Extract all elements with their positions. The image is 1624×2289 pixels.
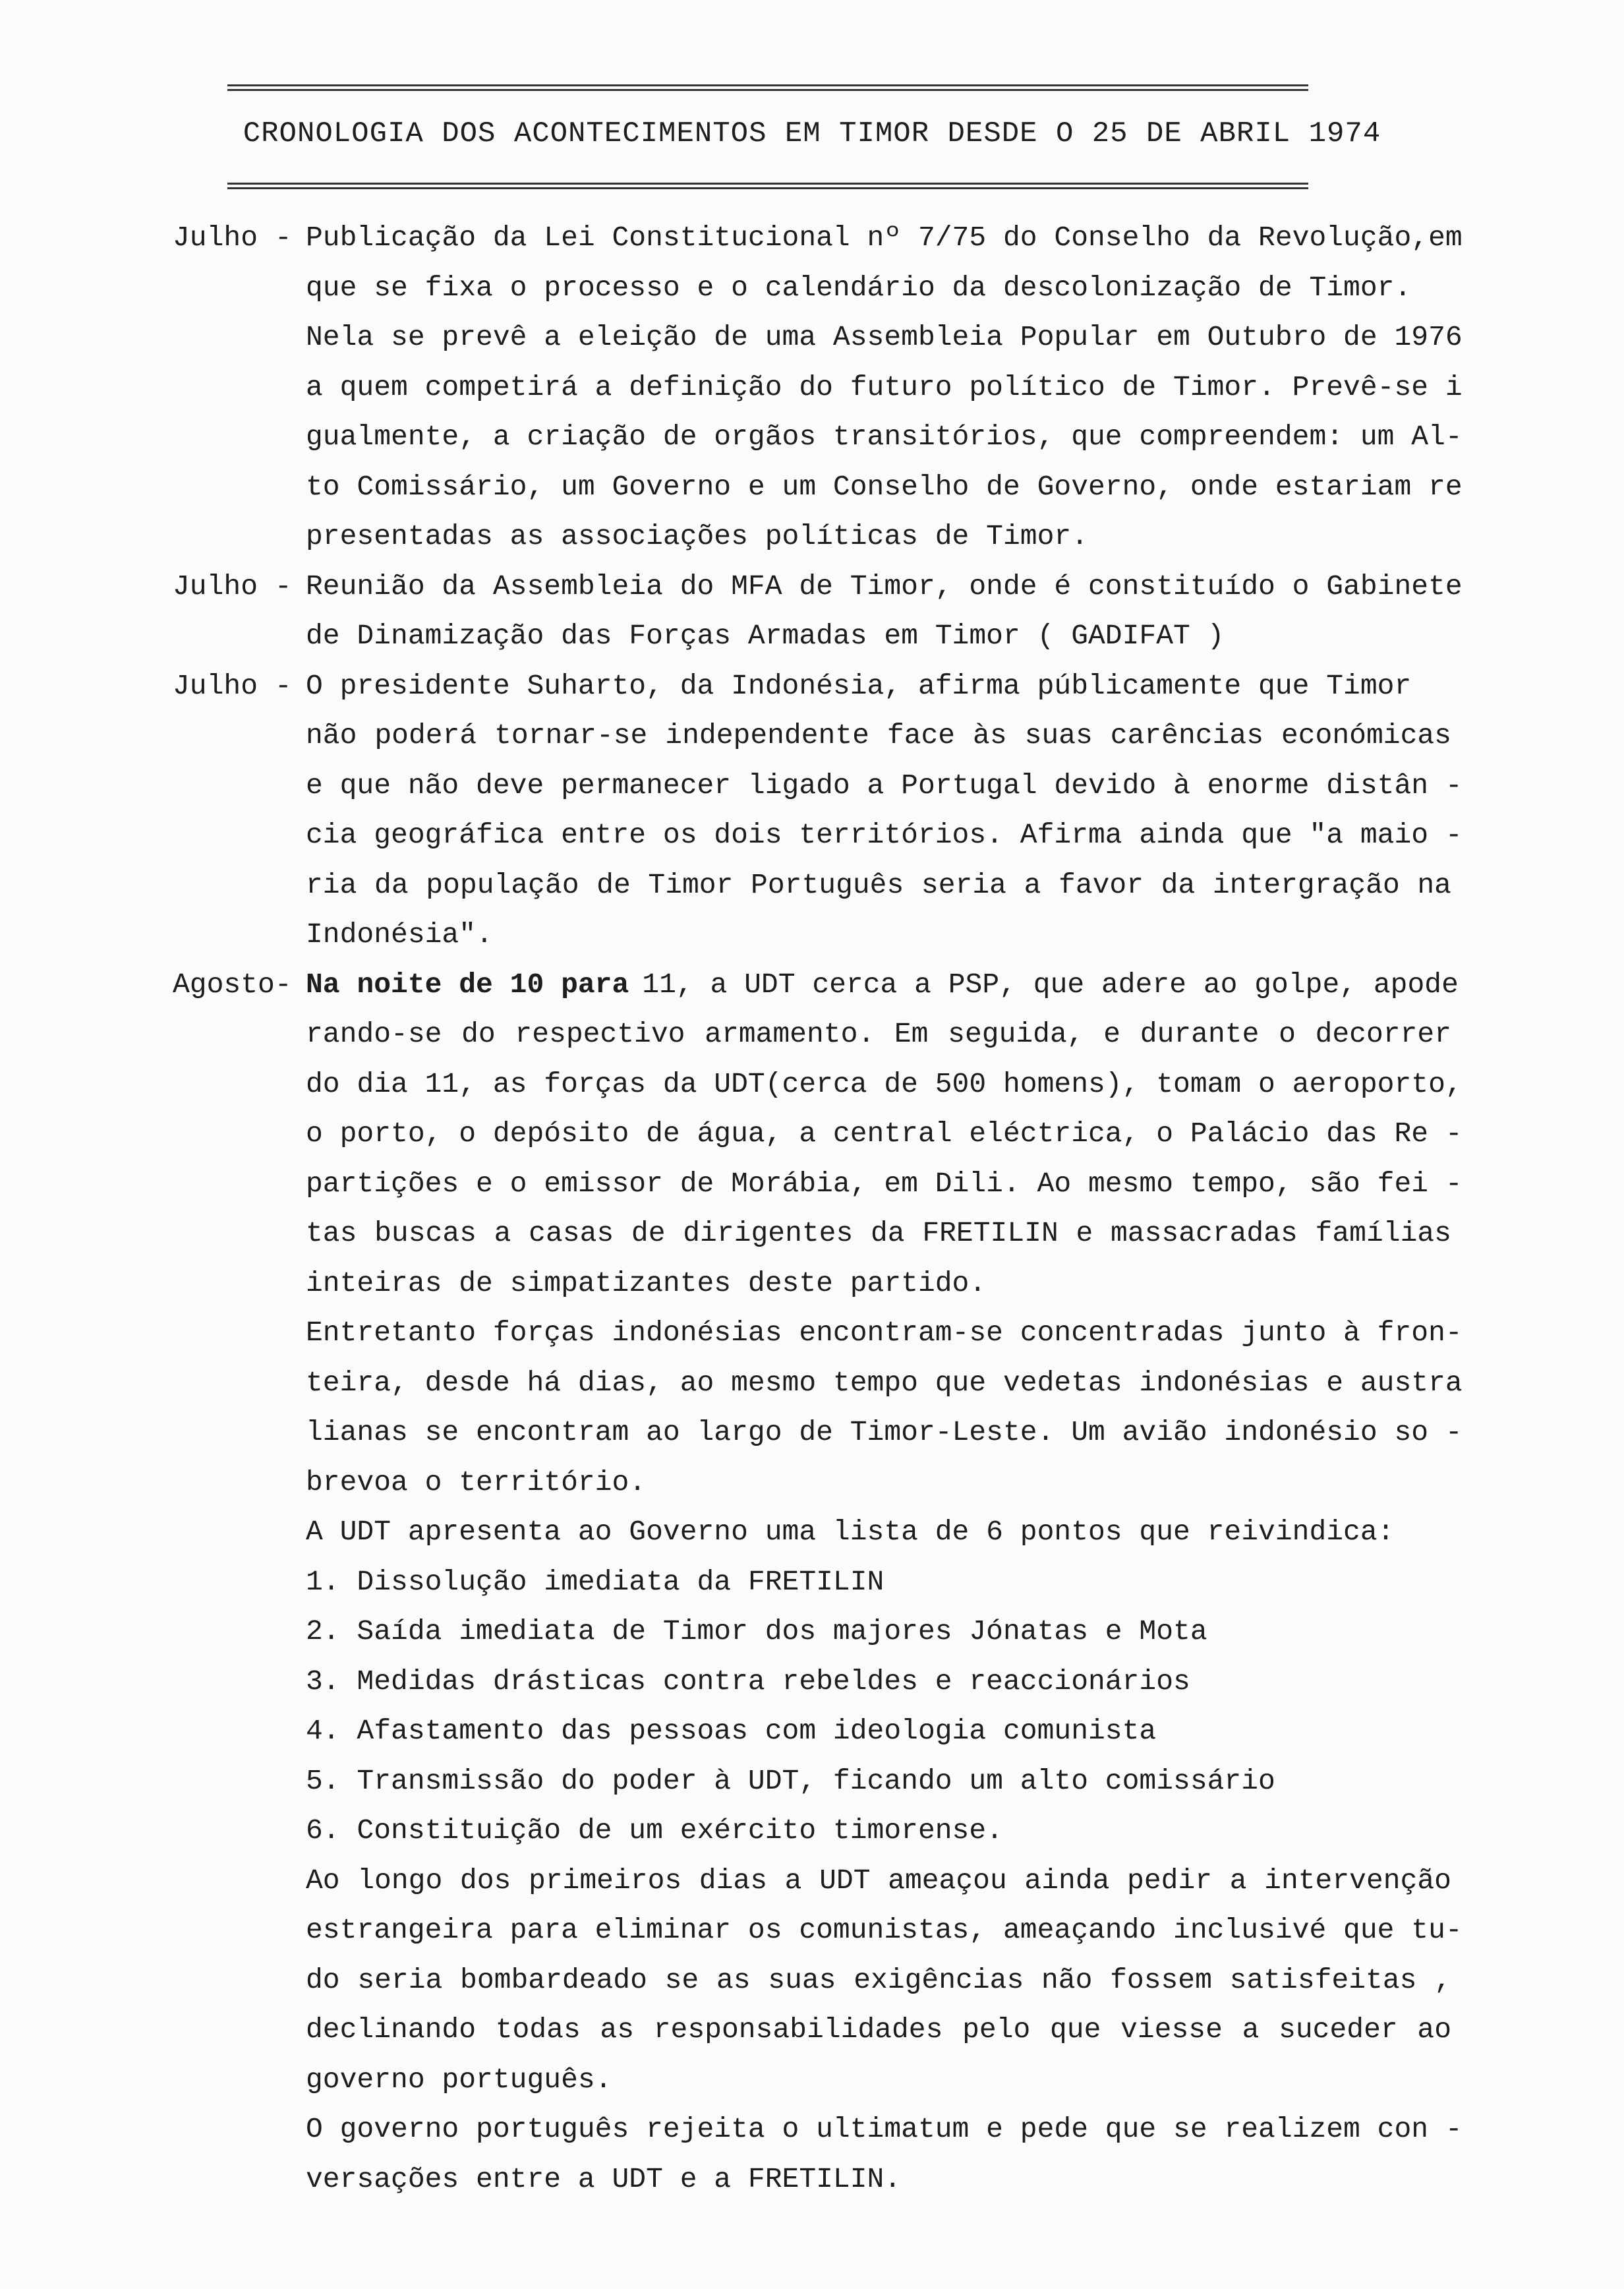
text-line: e que não deve permanecer ligado a Portugal devido à enorme distân - <box>306 769 1463 802</box>
text-line: declinando todas as responsabilidades pelo que viesse a suceder ao <box>306 2013 1451 2046</box>
text-line: O presidente Suharto, da Indonésia, afirma públicamente que Timor <box>306 669 1412 702</box>
text-line: rando-se do respectivo armamento. Em seguida, e durante o decorrer <box>306 1018 1451 1050</box>
text-line: Reunião da Assembleia do MFA de Timor, onde é constituído o Gabinete <box>306 570 1463 603</box>
demand-list-item: 2. Saída imediata de Timor dos majores Jónatas e Mota <box>306 1615 1207 1648</box>
text-line: O governo português rejeita o ultimatum e pede que se realizem con - <box>306 2113 1463 2145</box>
entry-month-label: Julho - <box>173 669 292 702</box>
text-line: partições e o emissor de Morábia, em Dili. Ao mesmo tempo, são fei - <box>306 1167 1463 1200</box>
text-line: que se fixa o processo e o calendário da descolonização de Timor. <box>306 271 1412 304</box>
text-line: A UDT apresenta ao Governo uma lista de 6 pontos que reivindica: <box>306 1516 1395 1548</box>
title-top-rule <box>227 84 1308 91</box>
title-bottom-rule <box>227 183 1308 189</box>
text-line: gualmente, a criação de orgãos transitórios, que compreendem: um Al- <box>306 421 1463 453</box>
text-line: do dia 11, as forças da UDT(cerca de 500 homens), tomam o aeroporto, <box>306 1067 1463 1100</box>
bold-lead-text: Na noite de 10 para <box>306 968 629 1001</box>
entry-month-label: Julho - <box>173 222 292 254</box>
entry-text <box>306 661 1463 960</box>
text-line <box>306 960 1459 1010</box>
page-title: CRONOLOGIA DOS ACONTECIMENTOS EM TIMOR DESDE O 25 DE ABRIL 1974 <box>243 117 1381 150</box>
text-line: governo português. <box>306 2063 612 2096</box>
entry-month-label: Julho - <box>173 570 292 603</box>
demand-list-item: 5. Transmissão do poder à UDT, ficando um alto comissário <box>306 1764 1275 1797</box>
entry-text <box>306 562 1463 661</box>
text-line: Entretanto forças indonésias encontram-se concentradas junto à fron- <box>306 1317 1463 1349</box>
text-line: o porto, o depósito de água, a central eléctrica, o Palácio das Re - <box>306 1117 1463 1150</box>
chronology-entry <box>173 661 1463 960</box>
entry-text <box>306 213 1463 562</box>
entry-month-label: Agosto- <box>173 968 292 1001</box>
text-line: lianas se encontram ao largo de Timor-Leste. Um avião indonésio so - <box>306 1416 1463 1448</box>
entry-text <box>306 960 1463 2205</box>
text-line: Publicação da Lei Constitucional nº 7/75 do Conselho da Revolução,em <box>306 222 1463 254</box>
text-line: não poderá tornar-se independente face às suas carências económicas <box>306 719 1451 752</box>
text-line: Indonésia". <box>306 918 493 951</box>
demand-list-item: 3. Medidas drásticas contra rebeldes e reaccionários <box>306 1665 1190 1698</box>
chronology-entry <box>173 562 1463 661</box>
text-line: teira, desde há dias, ao mesmo tempo que vedetas indonésias e austra <box>306 1366 1463 1399</box>
text-line: presentadas as associações políticas de Timor. <box>306 520 1088 552</box>
text-line: Nela se prevê a eleição de uma Assembleia Popular em Outubro de 1976 <box>306 321 1463 353</box>
text-line: cia geográfica entre os dois territórios. Afirma ainda que "a maio - <box>306 819 1463 851</box>
text-line: ria da população de Timor Português seria a favor da intergração na <box>306 868 1451 901</box>
text-line: estrangeira para eliminar os comunistas, ameaçando inclusivé que tu- <box>306 1914 1463 1946</box>
demand-list-item: 6. Constituição de um exército timorense. <box>306 1814 1003 1847</box>
text-line: versações entre a UDT e a FRETILIN. <box>306 2162 902 2195</box>
text-line: de Dinamização das Forças Armadas em Timor ( GADIFAT ) <box>306 620 1225 652</box>
chronology-body <box>173 213 1463 2204</box>
text-line: inteiras de simpatizantes deste partido. <box>306 1266 987 1299</box>
demand-list-item: 1. Dissolução imediata da FRETILIN <box>306 1565 884 1598</box>
text-line: to Comissário, um Governo e um Conselho de Governo, onde estariam re <box>306 470 1463 503</box>
text-line: do seria bombardeado se as suas exigências não fossem satisfeitas , <box>306 1963 1451 1996</box>
text-line: tas buscas a casas de dirigentes da FRETILIN e massacradas famílias <box>306 1217 1451 1249</box>
demand-list-item: 4. Afastamento das pessoas com ideologia comunista <box>306 1715 1157 1747</box>
text-line-rest: 11, a UDT cerca a PSP, que adere ao golpe, apode <box>642 968 1459 1001</box>
text-line: Ao longo dos primeiros dias a UDT ameaçou ainda pedir a intervenção <box>306 1864 1451 1897</box>
chronology-entry <box>173 960 1463 2205</box>
chronology-entry <box>173 213 1463 562</box>
text-line: brevoa o território. <box>306 1466 647 1499</box>
text-line: a quem competirá a definição do futuro político de Timor. Prevê-se i <box>306 371 1463 403</box>
